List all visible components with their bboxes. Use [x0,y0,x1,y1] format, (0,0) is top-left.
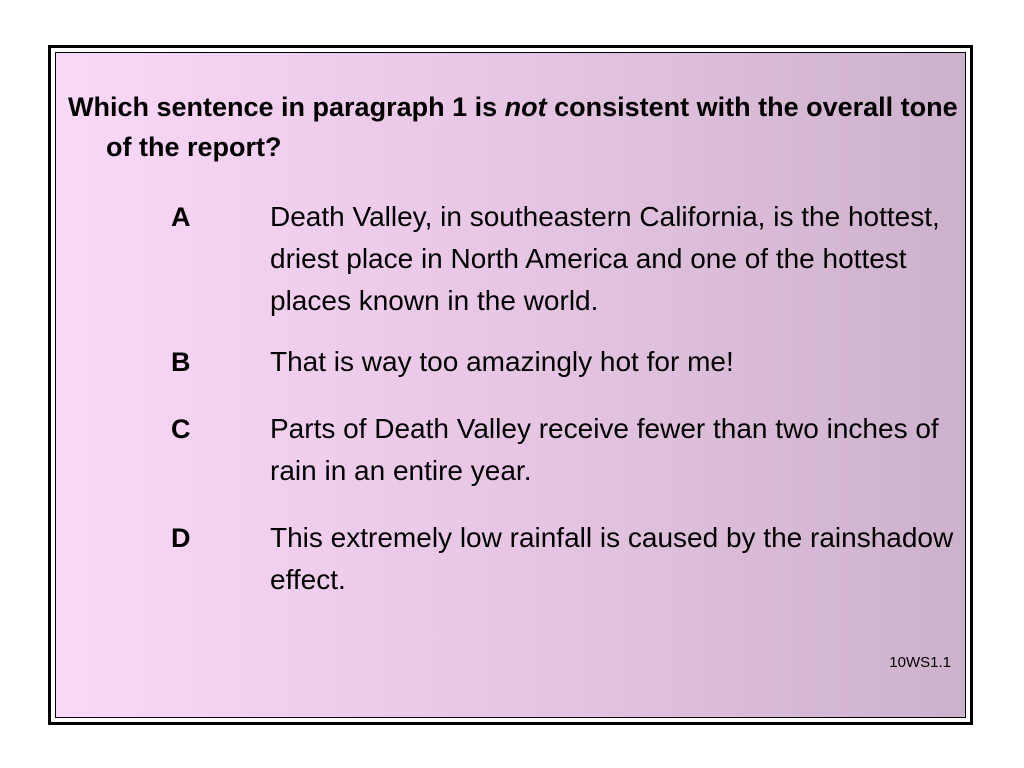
choice-text: That is way too amazingly hot for me! [270,346,734,377]
question-text-start: Which sentence in paragraph 1 is [68,92,505,122]
choice-text: Parts of Death Valley receive fewer than two inches of rain in an entire year. [270,413,939,486]
question-text [68,87,986,167]
choice-letter: A [171,202,191,232]
choice-letter: D [171,523,191,553]
choice-text: This extremely low rainfall is caused by the rainshadow effect. [270,522,954,595]
slide-panel [55,52,966,718]
choice-letter: B [171,347,191,377]
choice-text: Death Valley, in southeastern California, is the hottest, driest place in North America and one of the hottest places known in the world. [270,201,940,316]
question-text-end: consistent with the overall tone of the report? [106,92,958,162]
choice-letter: C [171,414,191,444]
question-emphasis: not [504,92,547,122]
standard-code: 10WS1.1 [889,654,951,671]
slide-frame [48,45,973,725]
